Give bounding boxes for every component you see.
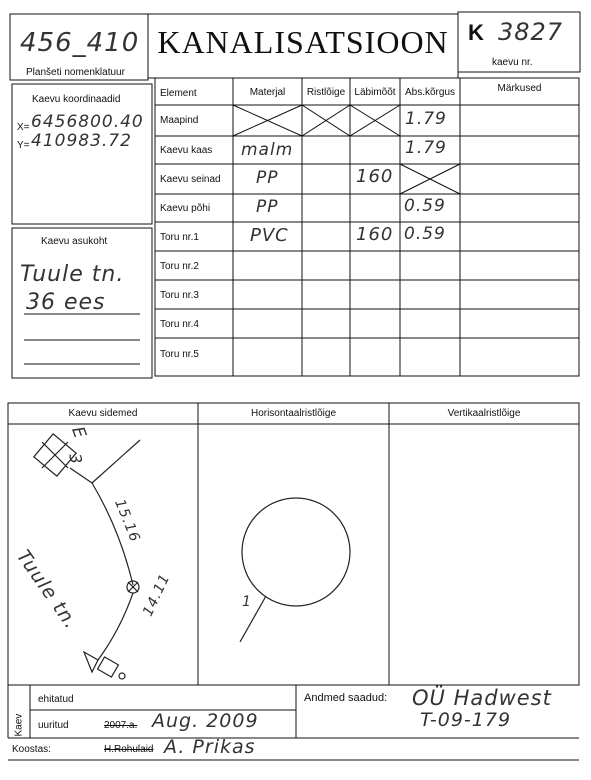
sketch-dist-1: 15.16: [111, 497, 143, 545]
horizontal-section-drawing: [240, 498, 350, 642]
footer-old-date: 2007.a.: [104, 720, 138, 731]
sketch-mark-e: E: [67, 424, 91, 442]
cell-material: PP: [256, 168, 279, 188]
sketch-dist-2: 14.11: [140, 571, 174, 619]
cell-material: PVC: [250, 225, 289, 246]
row-maapind: Maapind: [160, 115, 199, 126]
sketch-street: Tuule tn.: [11, 546, 83, 634]
col-material: Materjal: [249, 87, 286, 98]
sketch-pipe-label: 1: [242, 594, 252, 610]
location-street: Tuule tn.: [20, 262, 125, 287]
cell-height: 1.79: [405, 138, 447, 158]
cell-height: 0.59: [404, 224, 446, 244]
sketch-col-vertical: Vertikaalristlõige: [447, 408, 521, 419]
sheet-number: 456_410: [20, 28, 140, 58]
footer-built: ehitatud: [38, 694, 74, 705]
sketch-col-horizontal: Horisontaalristlõige: [250, 408, 337, 419]
footer-date: Aug. 2009: [152, 710, 259, 732]
row-toru-2: Toru nr.2: [160, 261, 199, 272]
footer-compiled: Koostas:: [12, 744, 51, 755]
coord-x-prefix: X=: [17, 122, 30, 133]
well-number: 3827: [498, 18, 564, 46]
cell-material: PP: [256, 197, 279, 217]
footer-source-code: T-09-179: [420, 709, 512, 731]
location-detail: 36 ees: [26, 290, 106, 315]
row-toru-5: Toru nr.5: [160, 349, 199, 360]
col-diameter: Läbimõõt: [354, 87, 396, 98]
col-element: Element: [160, 88, 197, 99]
coord-y-value: 410983.72: [31, 131, 132, 151]
footer-old-name: H.Rohulaid: [104, 744, 154, 755]
row-toru-4: Toru nr.4: [160, 319, 199, 330]
cell-height: 1.79: [405, 109, 447, 129]
footer-surveyed: uuritud: [38, 720, 69, 731]
sketch-box: [8, 403, 579, 685]
row-kaevu-pohi: Kaevu põhi: [160, 203, 211, 214]
location-heading: Kaevu asukoht: [41, 236, 108, 247]
coords-heading: Kaevu koordinaadid: [32, 94, 121, 105]
prefix-k: K: [468, 20, 484, 45]
row-kaevu-kaas: Kaevu kaas: [160, 145, 213, 156]
cell-diameter: 160: [356, 224, 394, 245]
coords-box: [12, 84, 152, 224]
sheet-label: Planšeti nomenklatuur: [26, 67, 125, 78]
coord-y-prefix: Y=: [17, 140, 30, 151]
col-notes: Märkused: [497, 83, 542, 94]
footer-source-name: OÜ Hadwest: [412, 686, 552, 710]
row-toru-1: Toru nr.1: [160, 232, 199, 243]
well-label: kaevu nr.: [492, 57, 533, 68]
sketch-col-connections: Kaevu sidemed: [68, 408, 138, 419]
well-connection-sketch: [34, 434, 140, 679]
page-title: KANALISATSIOON: [157, 24, 449, 60]
footer-name: A. Prikas: [164, 736, 256, 758]
row-toru-3: Toru nr.3: [160, 290, 199, 301]
footer-side-label: Kaev: [13, 713, 25, 737]
cell-height: 0.59: [404, 196, 446, 216]
row-kaevu-seinad: Kaevu seinad: [160, 174, 221, 185]
col-height: Abs.kõrgus: [404, 87, 456, 98]
cell-diameter: 160: [356, 166, 394, 187]
col-section: Ristlõige: [306, 87, 346, 98]
footer-data-from: Andmed saadud:: [304, 692, 388, 704]
sketch-mark-3: 3: [65, 452, 86, 467]
coord-x-value: 6456800.40: [31, 112, 144, 132]
cell-material: malm: [241, 140, 294, 160]
